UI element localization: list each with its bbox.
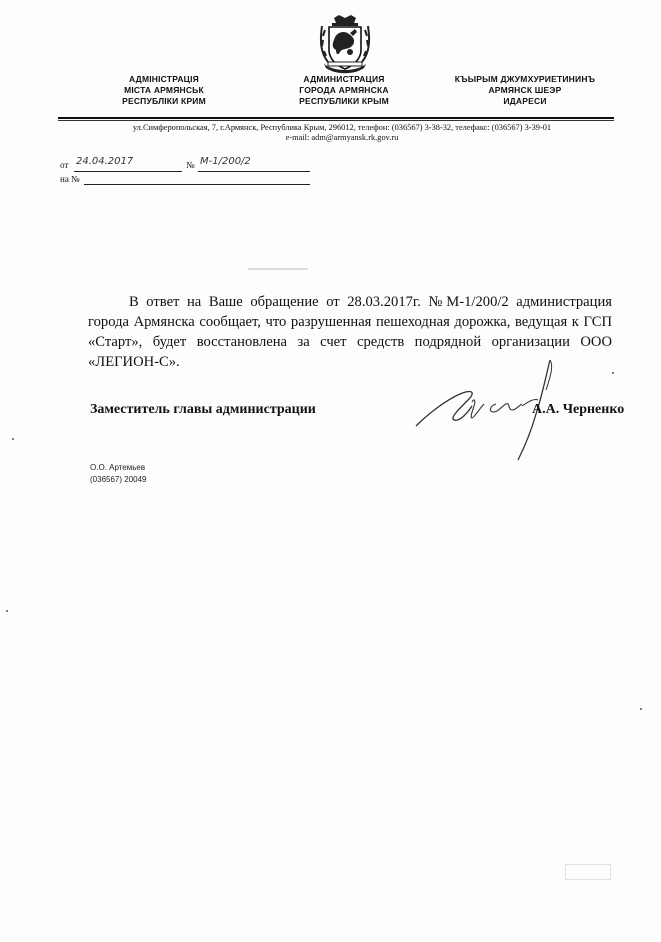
letter-body: В ответ на Ваше обращение от 28.03.2017г. №М-1/200/2 администрация города Армянска сообщает, что разрушенная пешеходная дорожка, ведущая к ГСП «Старт», будет восстановлена за счет средств подрядной организации ООО «ЛЕГИОН-С». xyxy=(88,294,612,370)
header-crimean-tatar xyxy=(436,74,614,107)
scan-speck xyxy=(12,438,14,440)
executor-phone: (036567) 20049 xyxy=(90,475,147,484)
header-line: АДМИНИСТРАЦИЯ xyxy=(303,74,385,84)
coat-of-arms-icon xyxy=(314,12,376,78)
header-ukrainian xyxy=(100,74,228,107)
signer-title: Заместитель главы администрации xyxy=(90,402,316,417)
executor-block xyxy=(90,462,147,486)
signer-name: А.А. Черненко xyxy=(532,402,625,417)
header-russian xyxy=(278,74,410,107)
header-line: МІСТА АРМЯНСЬК xyxy=(124,85,204,95)
header-line: КЪЫРЫМ ДЖУМХУРИЕТИНИНЪ xyxy=(454,74,596,84)
registration-number: М-1/200/2 xyxy=(200,156,251,167)
email-address: e-mail: adm@armyansk.rk.gov.ru xyxy=(285,133,399,142)
executor-name: О.О. Артемьев xyxy=(90,463,146,472)
header-line: АРМЯНСК ШЕЭР xyxy=(488,85,562,95)
reply-number-label: на № xyxy=(60,174,80,184)
date-label: от xyxy=(60,160,69,170)
header-line: АДМІНІСТРАЦІЯ xyxy=(129,74,199,84)
scan-speck xyxy=(612,372,614,374)
header-divider xyxy=(58,117,614,119)
number-underline xyxy=(198,171,310,172)
header-line: ГОРОДА АРМЯНСКА xyxy=(299,85,389,95)
bleed-through-mark xyxy=(565,864,611,880)
registration-date: 24.04.2017 xyxy=(76,156,134,167)
scan-speck xyxy=(640,708,642,710)
header-line: РЕСПУБЛИКИ КРЫМ xyxy=(299,96,389,106)
reply-number-underline xyxy=(84,184,310,185)
header-divider-thin xyxy=(58,120,614,121)
number-label: № xyxy=(186,160,195,170)
date-underline xyxy=(74,171,182,172)
postal-address: ул.Симферопольская, 7, г.Армянск, Республика Крым, 296012, телефон: (036567) 3-38-32, телефакс: (036567) 3-39-01 xyxy=(132,123,552,132)
header-line: РЕСПУБЛІКИ КРИМ xyxy=(122,96,206,106)
header-line: ИДАРЕСИ xyxy=(503,96,547,106)
scan-mark xyxy=(248,268,308,270)
scan-speck xyxy=(6,610,8,612)
